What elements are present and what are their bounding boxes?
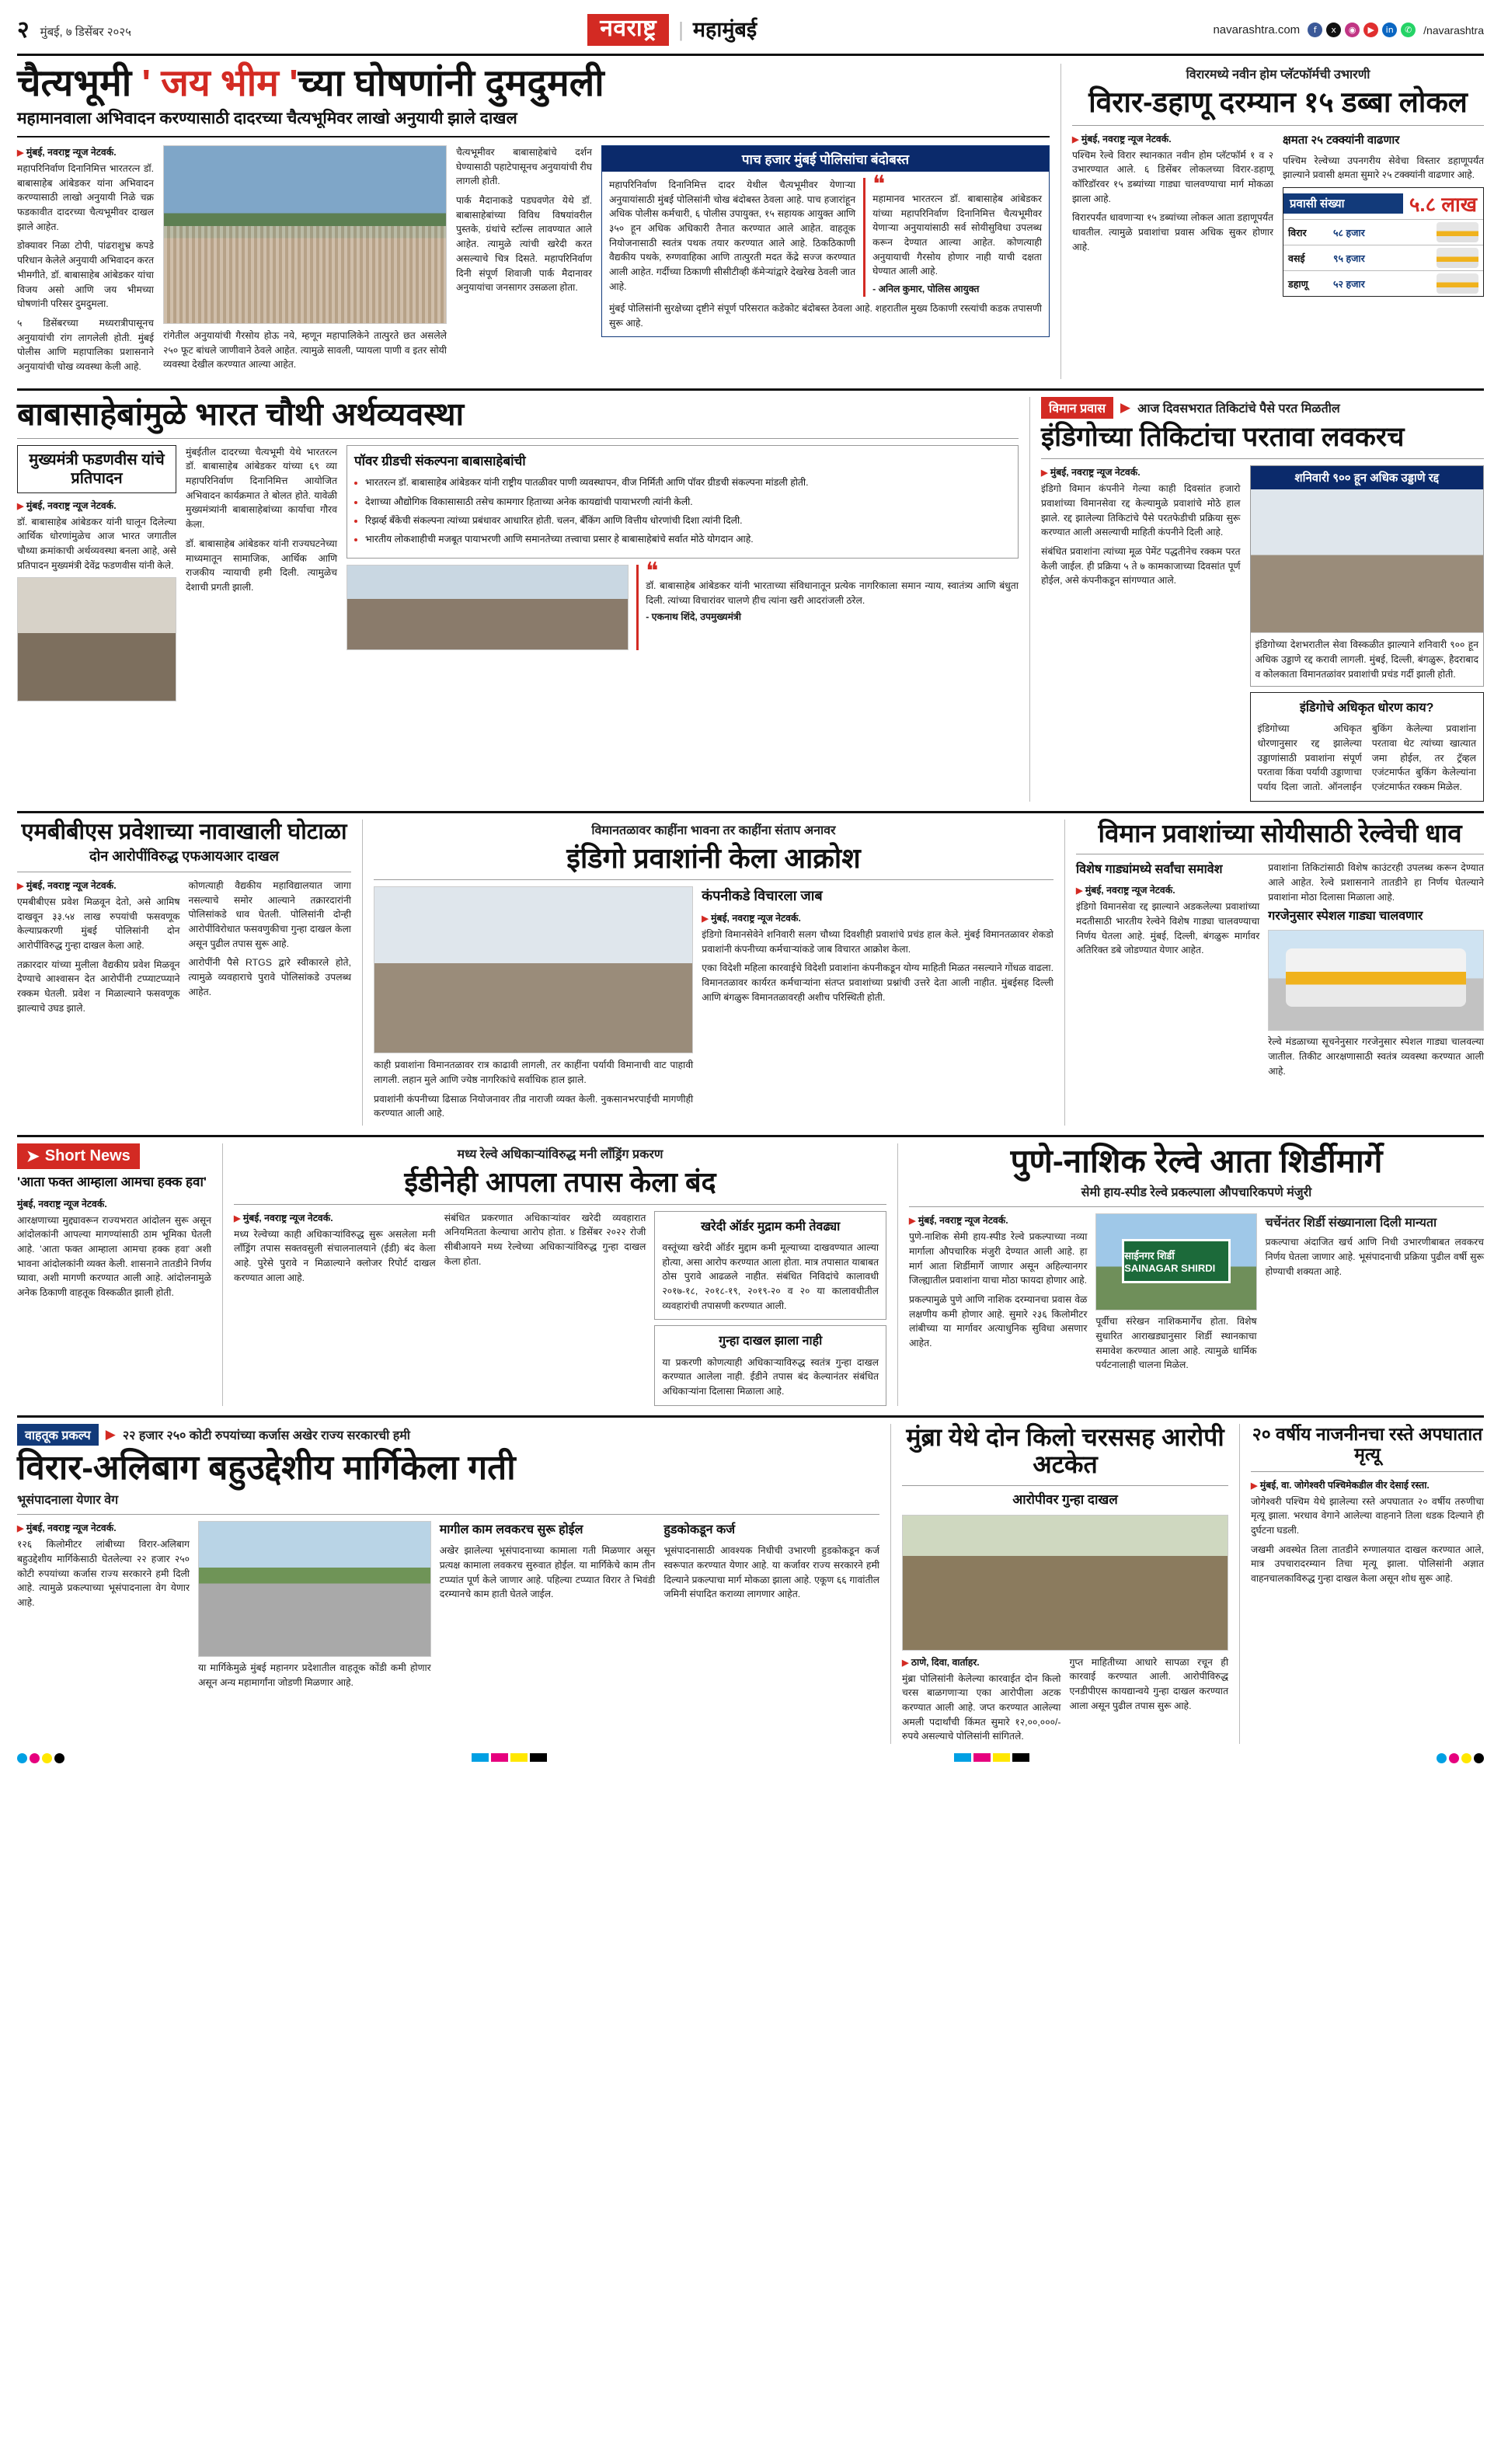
protest-para-1: इंडिगो विमानसेवेने शनिवारी सलग चौथ्या दिवशीही प्रवाशांचे प्रचंड हाल केले. मुंबई विमानतळावर शेकडो प्रवाशांनी कंपनीच्या कर्मचाऱ्यांकडे जाब विचारत आक्रोश केला. <box>702 929 1053 955</box>
transport-project-tag: वाहतूक प्रकल्प <box>17 1424 99 1446</box>
train-icon <box>1437 273 1478 294</box>
mbbs-para-4: आरोपींनी पैसे RTGS द्वारे स्वीकारले होते, त्यामुळे व्यवहाराचे पुरावे पोलिसांकडे उपलब्ध आहेत. <box>188 957 351 997</box>
powergrid-bullets <box>354 475 1011 547</box>
accident-story <box>1251 1424 1484 1744</box>
railway-headline: विमान प्रवाशांच्या सोयीसाठी रेल्वेची धाव <box>1098 818 1462 847</box>
police-quote <box>863 171 1042 297</box>
indigo-counter-crowd-photo <box>374 886 693 1053</box>
ed-kicker: मध्य रेल्वे अधिकाऱ्यांविरुद्ध मनी लाँड्रिंग प्रकरण <box>457 1148 663 1162</box>
second-section <box>17 397 1484 802</box>
chaityabhoomi-crowd-photo <box>163 145 447 324</box>
economy-quote-text: डॉ. बाबासाहेब आंबेडकर यांनी भारताच्या संविधानातून प्रत्येक नागरिकाला समान न्याय, स्वातंत्र्य आणि बंधुता दिली. त्यांच्या विचारांवर चालणे हीच त्यांना खरी आदरांजली ठरेल. <box>646 579 1019 606</box>
twitter-icon[interactable]: x <box>1326 23 1341 37</box>
virar-alibag-kicker: २२ हजार २५० कोटी रुपयांच्या कर्जास अखेर राज्य सरकारची हमी <box>122 1429 410 1443</box>
virar-subhead: क्षमता २५ टक्क्यांनी वाढणार <box>1283 133 1400 147</box>
ed-headline: ईडीनेही आपला तपास केला बंद <box>404 1166 716 1199</box>
economy-box <box>347 445 1019 702</box>
stat-value: ९५ हजार <box>1333 252 1365 264</box>
bullet-1: • भारतरत्न डॉ. बाबासाहेब आंबेडकर यांनी राष्ट्रीय पातळीवर पाणी व्यवस्थापन, वीज निर्मिती आणि पॉवर ग्रीडची संकल्पना मांडली होती. <box>365 475 1011 489</box>
protest-subhead: कंपनीकडे विचारला जाब <box>702 888 823 904</box>
railway-subhead: विशेष गाड्यांमध्ये सर्वांचा समावेश <box>1076 863 1223 877</box>
indigo-refund-col-2 <box>1250 465 1485 802</box>
mbbs-para-1: एमबीबीएस प्रवेश मिळवून देतो, असे आमिष दाखवून ३३.५४ लाख रुपयांची फसवणूक केल्याप्रकरणी मुंबई पोलिसांनी दोन आरोपींविरुद्ध गुन्हा दाखल केला आहे. <box>17 896 180 951</box>
stat-label: वसई <box>1288 252 1305 264</box>
station-sign-text: साईनगर शिर्डी SAINAGAR SHIRDI <box>1122 1239 1231 1283</box>
indigo-refund-para-1: इंडिगो विमान कंपनीने गेल्या काही दिवसांत हजारो प्रवाशांच्या विमानसेवा रद्द केल्यामुळे प्रवाशांचे मोठे हाल झाले. रद्द झालेल्या तिकिटांचे पैसे परतफेडीची प्रक्रिया सुरू करण्यात आली असल्याची माहिती कंपनीने दिली आहे. <box>1041 483 1241 538</box>
stat-label: डहाणू <box>1288 278 1308 290</box>
lead-headline: चैत्यभूमी ' जय भीम 'च्या घोषणांनी दुमदुमली <box>17 63 604 104</box>
youtube-icon[interactable]: ▶ <box>1363 23 1378 37</box>
lead-para-3: ५ डिसेंबरच्या मध्यरात्रीपासूनच अनुयायांची रांग लागलेली होती. मुंबई पोलीस आणि महापालिका प्रशासनाने अनुयायांची चोख व्यवस्था केली आहे. <box>17 317 154 372</box>
indigo-refund-para-2: संबंधित प्रवाशांना त्यांच्या मूळ पेमेंट पद्धतीनेच रक्कम परत केली जाईल. ही प्रक्रिया ५ ते ७ कामकाजाच्या दिवसांत पूर्ण होईल, असे कंपनीकडून सांगण्यात आले. <box>1041 545 1241 586</box>
whatsapp-icon[interactable]: ✆ <box>1401 23 1416 37</box>
lead-col-1 <box>17 145 154 379</box>
economy-headline: बाबासाहेबांमुळे भारत चौथी अर्थव्यवस्था <box>17 395 465 432</box>
reg-marks-right <box>1437 1753 1484 1763</box>
pune-nashik-para-4: प्रकल्पाचा अंदाजित खर्च आणि निधी उभारणीबाबत लवकरच निर्णय घेतला जाणार आहे. भूसंपादनाची प्रक्रिया पुढील वर्षी सुरू होण्याची शक्यता आहे. <box>1265 1237 1484 1277</box>
short-news-block <box>17 1143 211 1405</box>
protest-photo-block <box>374 886 693 1126</box>
mbbs-headline: एमबीबीएस प्रवेशाच्या नावाखाली घोटाळा <box>21 819 347 844</box>
railway-para-2: प्रवाशांना तिकिटांसाठी विशेष काउंटरही उपलब्ध करून देण्यात आले आहेत. रेल्वे प्रशासनाने तातडीने हा निर्णय घेतल्याने प्रवाशांना मोठा दिलासा मिळाला आहे. <box>1268 862 1484 903</box>
lead-para-5: चैत्यभूमीवर बाबासाहेबांचे दर्शन घेण्यासाठी पहाटेपासूनच अनुयायांची रीघ लागली होती. <box>456 147 592 187</box>
local-train-photo <box>1268 930 1484 1031</box>
virar-alibag-byline: ▶ मुंबई, नवराष्ट्र न्यूज नेटवर्क. <box>17 1523 117 1534</box>
quote-mark-icon: ❝ <box>646 557 659 585</box>
lead-photo-block <box>163 145 447 379</box>
railway-para-1: इंडिगो विमानसेवा रद्द झाल्याने अडकलेल्या प्रवाशांच्या मदतीसाठी भारतीय रेल्वेने विशेष गाड्या चालवण्याचा निर्णय घेतला आहे. मुंबई, दिल्ली, बंगळुरू मार्गावर अतिरिक्त डबे जोडण्यात येणार आहेत. <box>1076 901 1260 956</box>
accident-para-1: जोगेश्वरी पश्चिम येथे झालेल्या रस्ते अपघातात २० वर्षीय तरुणीचा मृत्यू झाला. भरधाव वेगाने आलेल्या वाहनाने तिला धडक दिल्याने ही दुर्घटना घडली. <box>1251 1495 1484 1536</box>
brand-logo: नवराष्ट्र <box>587 14 669 46</box>
protest-headline: इंडिगो प्रवाशांनी केला आक्रोश <box>566 841 861 874</box>
reg-marks-left <box>17 1753 64 1763</box>
airport-counter-photo <box>1251 489 1484 633</box>
economy-para-3: डॉ. बाबासाहेब आंबेडकर यांनी राज्यघटनेच्या माध्यमातून सामाजिक, आर्थिक आणि राजकीय न्यायाची हमी दिली. त्यामुळेच देशाची प्रगती झाली. <box>186 538 337 593</box>
fourth-section <box>17 1143 1484 1405</box>
stat-row-vasai <box>1283 245 1483 270</box>
indigo-policy-body: इंडिगोच्या अधिकृत धोरणानुसार रद्द झालेल्या उड्डाणांसाठी प्रवाशांना संपूर्ण परतावा किंवा पर्यायी उड्डाणाचा पर्याय दिला जातो. ऑनलाईन बुकिंग केलेल्या प्रवाशांना परतावा थेट त्यांच्या खात्यात जमा होईल, तर ट्रॅव्हल एजंटमार्फत बुकिंग केलेल्यांना एजंटमार्फत रक्कम मिळेल. <box>1257 723 1476 793</box>
ed-box2-head: गुन्हा दाखल झाला नाही <box>719 1335 823 1349</box>
ed-box1-head: खरेदी ऑर्डर मुद्राम कमी तेवढ्या <box>701 1220 841 1234</box>
virar-headline: विरार-डहाणू दरम्यान १५ डब्बा लोकल <box>1088 86 1468 118</box>
expressway-photo <box>198 1521 431 1657</box>
virar-para-2: विरारपर्यंत धावणाऱ्या १५ डब्यांच्या लोकल आता डहाणूपर्यंत धावतील. त्यामुळे प्रवाशांचा प्रवास अधिक सुकर होणार आहे. <box>1072 212 1273 252</box>
color-registration-bar <box>17 1753 1484 1763</box>
sainagar-shirdi-station-photo <box>1095 1213 1256 1310</box>
ed-box1-body: वस्तूंच्या खरेदी ऑर्डर मुद्दाम कमी मूल्याच्या दाखवण्यात आल्या होत्या, असा आरोप करण्यात आला होता. मात्र तपासात याबाबत ठोस पुरावे आढळले नाहीत. संबंधित निविदांचे कालावधी २०१७-१८, २०१८-१९, २०१९-२० व २० या कालावधीतील व्यवहारांची तपासणी करण्यात आली. <box>662 1241 879 1311</box>
virar-kicker: विरारमध्ये नवीन होम प्लॅटफॉर्मची उभारणी <box>1186 68 1370 82</box>
stats-total: ५.८ लाख <box>1409 193 1477 217</box>
virar-alibag-box2-head: हुडकोकडून कर्ज <box>663 1523 736 1537</box>
pune-nashik-para-2: प्रकल्पामुळे पुणे आणि नाशिक दरम्यानचा प्रवास वेळ लक्षणीय कमी होणार आहे. सुमारे २३६ किलोमीटर लांबीच्या या मार्गावर अत्याधुनिक सुविधा असणार आहेत. <box>909 1294 1088 1349</box>
economy-quote-attrib: - एकनाथ शिंदे, उपमुख्यमंत्री <box>646 611 741 623</box>
indigo-kicker: आज दिवसभरात तिकिटांचे पैसे परत मिळतील <box>1137 402 1340 416</box>
virar-alibag-box1-body: अखेर झालेल्या भूसंपादनाच्या कामाला गती मिळणार असून प्रत्यक्ष कामाला लवकरच सुरुवात होईल. या मार्गिकेचे काम तीन टप्प्यांत पूर्ण केले जाणार आहे. पहिल्या टप्प्यात विरार ते भिवंडी दरम्यानचे काम हाती घेतले जाईल. <box>439 1545 656 1600</box>
ed-story <box>234 1143 886 1405</box>
masthead-right <box>1213 23 1484 37</box>
virar-alibag-box1-head: मागील काम लवकरच सुरू होईल <box>439 1523 583 1537</box>
police-sidebar-title: पाच हजार मुंबई पोलिसांचा बंदोबस्त <box>602 146 1049 172</box>
stats-title: प्रवासी संख्या <box>1283 193 1403 214</box>
police-quote-attrib: - अनिल कुमार, पोलिस आयुक्त <box>872 284 980 295</box>
economy-story <box>17 397 1019 802</box>
top-section <box>17 64 1484 379</box>
virar-col-1 <box>1072 132 1273 297</box>
indigo-policy-head: इंडिगोचे अधिकृत धोरण काय? <box>1300 701 1434 715</box>
stat-label: विरार <box>1288 227 1307 238</box>
mumbra-headline: मुंब्रा येथे दोन किलो चरससह आरोपी अटकेत <box>906 1422 1224 1479</box>
lead-para-1: महापरिनिर्वाण दिनानिमित्त भारतरत्न डॉ. बाबासाहेब आंबेडकर यांना अभिवादन करण्यासाठी लाखो अनुयायी निळे चक्र फडकावीत दादरच्या चैत्यभूमीवर दाखल झाले आहेत. <box>17 163 154 232</box>
railway-para-3: रेल्वे मंडळाच्या सूचनेनुसार गरजेनुसार स्पेशल गाड्या चालवल्या जातील. तिकीट आरक्षणासाठी स्वतंत्र व्यवस्था करण्यात आली आहे. <box>1268 1036 1484 1077</box>
page-number: २ <box>17 16 30 43</box>
reg-marks-mid2 <box>954 1753 1029 1763</box>
protest-col-2 <box>702 886 1053 1126</box>
police-sidebar-body: महापरिनिर्वाण दिनानिमित्त दादर येथील चैत्यभूमीवर येणाऱ्या अनुयायांसाठी मुंबई पोलिसांनी चोख बंदोबस्त ठेवला आहे. पाच हजारांहून अधिक पोलीस कर्मचारी, ६ पोलीस उपायुक्त, १५ सहायक आयुक्त आणि ३५० हून अधिक अधिकारी तैनात करण्यात आले आहेत. वाहतूक नियोजनासाठी स्वतंत्र पथक तयार करण्यात आले आहे. ठिकठिकाणी वैद्यकीय पथके, रुग्णवाहिका आणि तात्पुरती मदत केंद्रे सज्ज करण्यात आली आहेत. गर्दीच्या ठिकाणी सीसीटीव्ही कॅमेऱ्यांद्वारे देखरेख ठेवली जात आहे. <box>609 179 856 292</box>
bullet-3: • रिझर्व्ह बँकेची संकल्पना त्यांच्या प्रबंधावर आधारित होती. चलन, बँकिंग आणि वित्तीय धोरणांची दिशा त्यांनी दिली. <box>365 513 1011 527</box>
reg-marks-mid1 <box>472 1753 547 1763</box>
third-section <box>17 820 1484 1126</box>
aviation-tag: विमान प्रवास <box>1041 397 1113 419</box>
virar-col-2 <box>1283 132 1484 297</box>
ed-byline: ▶ मुंबई, नवराष्ट्र न्यूज नेटवर्क. <box>234 1212 333 1223</box>
economy-byline: ▶ मुंबई, नवराष्ट्र न्यूज नेटवर्क. <box>17 499 117 511</box>
seized-goods-photo <box>902 1515 1228 1651</box>
indigo-photo-caption: शनिवारी ९०० हून अधिक उड्डाणे रद्द <box>1251 466 1484 489</box>
bullet-4: • भारतीय लोकशाहीची मजबूत पायाभरणी आणि समानतेच्या तत्त्वाचा प्रसार हे बाबासाहेबांचे सर्वात मोठे योगदान आहे. <box>365 532 1011 546</box>
virar-dahanu-story <box>1072 64 1484 379</box>
police-quote-text: महामानव भारतरत्न डॉ. बाबासाहेब आंबेडकर यांच्या महापरिनिर्वाण दिनानिमित्त चैत्यभूमीवर येणाऱ्या अनुयायांसाठी सर्व सोयीसुविधा उपलब्ध करून देण्यात आल्या आहेत. कोणत्याही अनुयायाची गैरसोय होणार नाही याची दक्षता घेण्यात आली आहे. <box>872 193 1042 277</box>
virar-alibag-box2-body: भूसंपादनासाठी आवश्यक निधीची उभारणी हुडकोकडून कर्ज स्वरूपात करण्यात येणार आहे. या कर्जावर राज्य सरकारने हमी दिल्याने प्रकल्पाचा मार्ग मोकळा झाला आहे. एकूण ६६ गावांतील जमिनी संपादित कराव्या लागणार आहेत. <box>663 1545 879 1600</box>
economy-para-2: मुंबईतील दादरच्या चैत्यभूमी येथे भारतरत्न डॉ. बाबासाहेब आंबेडकर यांच्या ६९ व्या महापरिनिर्वाण दिनानिमित्त आयोजित अभिवादन कार्यक्रमात ते बोलत होते. यावेळी मुख्यमंत्र्यांनी बाबासाहेबांच्या कार्याचा गौरव केला. <box>186 446 337 531</box>
virar-byline: ▶ मुंबई, नवराष्ट्र न्यूज नेटवर्क. <box>1072 133 1172 144</box>
indigo-refund-byline: ▶ मुंबई, नवराष्ट्र न्यूज नेटवर्क. <box>1041 467 1141 479</box>
mumbra-para-2: गुप्त माहितीच्या आधारे सापळा रचून ही कारवाई करण्यात आली. आरोपीविरुद्ध एनडीपीएस कायद्यान्वये गुन्हा दाखल करण्यात आला असून पुढील तपास सुरू आहे. <box>1069 1656 1228 1711</box>
mumbra-byline: ▶ ठाणे, दिवा, वार्ताहर. <box>902 1656 980 1668</box>
lead-para-6: पार्क मैदानाकडे पडघवणेत येथे डॉ. बाबासाहेबांच्या विविध विषयांवरील पुस्तके, ग्रंथांचे स्टॉल्स लावण्यात आले आहेत. त्यामुळे त्यांची खरेदी करत असल्याचे चित्र दिसते. महापरिनिर्वाण दिनी संपूर्ण शिवाजी पार्क मैदानावर अनुयायांचा जनसागर उसळला होता. <box>456 195 592 294</box>
virar-alibag-para-2: या मार्गिकेमुळे मुंबई महानगर प्रदेशातील वाहतूक कोंडी कमी होणार असून अन्य महामार्गांना जोडणी मिळणार आहे. <box>198 1662 431 1688</box>
accident-para-2: जखमी अवस्थेत तिला तातडीने रुग्णालयात दाखल करण्यात आले, मात्र उपचारादरम्यान तिचा मृत्यू झाला. पोलिसांनी अज्ञात वाहनचालकाविरुद्ध गुन्हा दाखल केला असून शोध सुरू आहे. <box>1251 1543 1484 1584</box>
bullet-2: • देशाच्या औद्योगिक विकासासाठी तसेच कामगार हिताच्या अनेक कायद्यांची पायाभरणी त्यांनी केली. <box>365 495 1011 509</box>
masthead-brand: नवराष्ट्र | महामुंबई <box>587 14 757 46</box>
lead-byline: ▶ मुंबई, नवराष्ट्र न्यूज नेटवर्क. <box>17 147 117 158</box>
cm-fadnavis-photo <box>17 577 176 701</box>
mumbra-subhead: आरोपीवर गुन्हा दाखल <box>1012 1492 1118 1508</box>
lead-para-4: रांगेतील अनुयायांची गैरसोय होऊ नये, म्हणून महापालिकेने तात्पुरते छत असलेले २५० फूट बांधले जाणीवाने ठेवले आहेत. त्यामुळे सावली, प्यायला पाणी व इतर सोयी व्यवस्था देखील करण्यात आल्या आहेत. <box>163 330 447 371</box>
linkedin-icon[interactable]: in <box>1382 23 1397 37</box>
protest-para-2: काही प्रवाशांना विमानतळावर रात्र काढावी लागली, तर काहींना पर्यायी विमानाची वाट पाहावी लागली. लहान मुले आणि ज्येष्ठ नागरिकांचे सर्वाधिक हाल झाले. <box>374 1060 694 1086</box>
indigo-refund-col-1 <box>1041 465 1241 802</box>
facebook-icon[interactable]: f <box>1308 23 1322 37</box>
mbbs-para-2: तक्रारदार यांच्या मुलीला वैद्यकीय प्रवेश मिळवून देण्याचे आश्वासन देत आरोपींनी टप्प्याटप्प्याने रक्कम घेतली. प्रवेश न मिळाल्याने फसवणूक झाल्याचे उघड झाले. <box>17 959 180 1014</box>
social-handle: /navarashtra <box>1423 23 1484 37</box>
mbbs-story <box>17 820 351 1126</box>
pune-nashik-story <box>909 1143 1484 1405</box>
lead-story <box>17 64 1050 379</box>
brand-edition: महामुंबई <box>692 18 757 41</box>
accident-byline: ▶ मुंबई, वा. जोगेश्वरी पश्चिमेकडील वीर देसाई रस्ता. <box>1251 1479 1430 1491</box>
indigo-protest-story <box>374 820 1053 1126</box>
lead-para-7: मुंबई पोलिसांनी सुरक्षेच्या दृष्टीने संपूर्ण परिसरात कडेकोट बंदोबस्त ठेवला आहे. शहरातील मुख्य ठिकाणी रस्त्यांची कडक तपासणी सुरू आहे. <box>609 302 1042 329</box>
economy-para-1: डॉ. बाबासाहेब आंबेडकर यांनी घालून दिलेल्या आर्थिक धोरणांमुळेच आज भारत जगातील चौथ्या क्रमांकाची अर्थव्यवस्था बनला आहे, असे प्रतिपादन मुख्यमंत्री देवेंद्र फडणवीस यांनी केले. <box>17 516 176 571</box>
social-icons <box>1308 23 1416 37</box>
economy-subhead: मुख्यमंत्री फडणवीस यांचे प्रतिपादन <box>29 451 165 487</box>
powergrid-box-head: पॉवर ग्रीडची संकल्पना बाबासाहेबांची <box>354 453 526 468</box>
economy-quote <box>636 557 1019 650</box>
virar-para-3: पश्चिम रेल्वेच्या उपनगरीय सेवेचा विस्तार डहाणूपर्यंत झाल्याने प्रवासी क्षमता सुमारे २५ टक्क्यांनी वाढणार आहे. <box>1283 155 1484 181</box>
pune-nashik-subhead-2: चर्चेनंतर शिर्डी संख्यानाला दिली मान्यता <box>1265 1216 1437 1230</box>
short-news-byline: मुंबई, नवराष्ट्र न्यूज नेटवर्क. <box>17 1198 107 1209</box>
railway-help-story <box>1076 820 1484 1126</box>
mbbs-subhead: दोन आरोपींविरुद्ध एफआयआर दाखल <box>89 848 279 865</box>
pune-nashik-headline: पुणे-नाशिक रेल्वे आता शिर्डीमार्गे <box>1010 1143 1383 1180</box>
stat-value: ५८ हजार <box>1333 227 1365 238</box>
ed-para-1: मध्य रेल्वेच्या काही अधिकाऱ्यांविरुद्ध सुरू असलेला मनी लाँड्रिंग तपास सक्तवसुली संचालनालयाने (ईडी) बंद केला आहे. पुरेसे पुरावे न मिळाल्याने क्लोजर रिपोर्ट दाखल करण्यात आला आहे. <box>234 1228 436 1283</box>
lead-deck: महामानवाला अभिवादन करण्यासाठी दादरच्या चैत्यभूमिवर लाखो अनुयायी झाले दाखल <box>17 109 517 127</box>
bottom-section <box>17 1424 1484 1744</box>
indigo-refund-headline: इंडिगोच्या तिकिटांचा परतावा लवकरच <box>1041 421 1405 452</box>
pune-nashik-para-1: पुणे-नाशिक सेमी हाय-स्पीड रेल्वे प्रकल्पाच्या नव्या मार्गाला औपचारिक मंजुरी देण्यात आली आहे. हा मार्ग आता शिर्डीमार्गे जाणार असून अहिल्यानगर जिल्ह्यातील प्रवाशांना याचा मोठा फायदा होणार आहे. <box>909 1231 1088 1286</box>
police-sidebar <box>601 145 1050 379</box>
ed-para-2: संबंधित प्रकरणात अधिकाऱ्यांवर खरेदी व्यवहारात अनियमितता केल्याचा आरोप होता. ४ डिसेंबर २०२२ रोजी सीबीआयने मध्य रेल्वेच्या अधिकाऱ्यांविरुद्ध गुन्हा दाखल केला होता. <box>444 1212 646 1267</box>
masthead <box>17 14 1484 56</box>
train-icon <box>1437 248 1478 268</box>
protest-para-3: प्रवाशांनी कंपनीच्या ढिसाळ नियोजनावर तीव्र नाराजी व्यक्त केली. नुकसानभरपाईची मागणीही करण्यात आली आहे. <box>374 1093 694 1119</box>
lead-para-2: डोक्यावर निळा टोपी, पांढराशुभ्र कपडे परिधान केलेले अनुयायी अभिवादन करत भीमगीते, डॉ. बाबासाहेब आंबेडकर यांचा विजय असो आणि जय भीमच्या घोषणांनी परिसर दुमदुमला. <box>17 240 154 310</box>
mumbra-para-1: मुंब्रा पोलिसांनी केलेल्या कारवाईत दोन किलो चरस बाळगणाऱ्या एका आरोपीला अटक करण्यात आली आहे. जप्त करण्यात आलेल्या अमली पदार्थांची किंमत सुमारे १२,००,०००/- रुपये असल्याचे पोलिसांनी सांगितले. <box>902 1672 1061 1742</box>
virar-para-1: पश्चिम रेल्वे विरार स्थानकात नवीन होम प्लॅटफॉर्म १ व २ उभारण्यात आले. ६ डिसेंबर लोकलच्या विरार-डहाणू कॉरिडॉरवर १५ डब्यांच्या गाड्या चालवण्याचा मार्ग मोकळा झाला आहे. <box>1072 149 1273 204</box>
masthead-left <box>17 16 131 43</box>
railway-byline: ▶ मुंबई, नवराष्ट्र न्यूज नेटवर्क. <box>1076 885 1175 896</box>
stat-row-dahanu <box>1283 270 1483 296</box>
passenger-stats-box <box>1283 187 1484 297</box>
arrow-icon: ➤ <box>26 1148 40 1166</box>
indigo-photo-body: इंडिगोच्या देशभरातील सेवा विस्कळीत झाल्याने शनिवारी ९०० हून अधिक उड्डाणे रद्द करावी लागली. मुंबई, दिल्ली, बंगळुरू, हैदराबाद व कोलकाता विमानतळांवर प्रवाशांची प्रचंड गर्दी झाली होती. <box>1255 639 1478 680</box>
virar-alibag-subhead: भूसंपादनाला येणार वेग <box>17 1494 119 1508</box>
pune-nashik-para-3: पूर्वीचा संरेखन नाशिकमार्गेच होता. विशेष सुधारित आराखड्यानुसार शिर्डी स्थानकाचा समावेश करण्यात आला आहे. त्यामुळे धार्मिक पर्यटनालाही चालना मिळेल. <box>1095 1316 1257 1371</box>
shinde-photo <box>347 565 629 650</box>
issue-date: मुंबई, ७ डिसेंबर २०२५ <box>40 25 131 39</box>
protest-byline: ▶ मुंबई, नवराष्ट्र न्यूज नेटवर्क. <box>702 913 801 924</box>
virar-alibag-story: वाहतूक प्रकल्प ▶ २२ हजार २५० कोटी रुपयांच्या कर्जास अखेर राज्य सरकारची हमी विरार-अलिबाग बहुउद्देशीय मार्गिकेला गती भूसंपादनाला येणार वेग ▶ मुंबई, नवराष्ट्र न्यूज नेटवर्क. १२६ किलोमीटर लांबीच्या विरार-अलिबाग बहुउद्देशीय मार्गिकेसाठी घेतलेल्या २२ हजार २५० कोटी रुपयांच्या कर्जास राज्य सरकारने हमी दिली आहे. त्यामुळे प्रकल्पाच्या भूसंपादनाला वेग येणार आहे. या मार्गिकेमुळे मुंबई महानगर प्रदेशातील वाहतूक कोंडी कमी होणार असून अन्य महामार्गांना जोडणी मिळणार आहे. मागील काम लवकरच सुरू होईल अखेर झालेल्या भूसंपादनाच्या कामाला गती मिळणार असून प्रत्यक्ष कामाला लवकरच सुरुवात होईल. या मार्गिकेचे काम तीन टप्प्यांत पूर्ण केले जाणार आहे. पहिल्या टप्प्यात विरार ते भिवंडी दरम्यानचे काम हाती घेतले जाईल. हुडकोकडून कर्ज भूसंपादनासाठी आवश्यक निधीची उभारणी हुडकोकडून कर्ज स्वरूपात करण्यात येणार आहे. या कर्जावर राज्य सरकारने हमी दिल्याने प्रकल्पाचा मार्ग मोकळा झाला आहे. एकूण ६६ गावांतील जमिनी संपादित कराव्या लागणार आहेत. <box>17 1424 879 1744</box>
accident-headline: २० वर्षीय नाजनीनचा रस्ते अपघातात मृत्यू <box>1252 1423 1483 1465</box>
virar-alibag-headline: विरार-अलिबाग बहुउद्देशीय मार्गिकेला गती <box>17 1448 516 1487</box>
indigo-refund-story: विमान प्रवास ▶ आज दिवसभरात तिकिटांचे पैसे परत मिळतील इंडिगोच्या तिकिटांचा परतावा लवकरच ▶ मुंबई, नवराष्ट्र न्यूज नेटवर्क. इंडिगो विमान कंपनीने गेल्या काही दिवसांत हजारो प्रवाशांच्या विमानसेवा रद्द केल्यामुळे प्रवाशांचे मोठे हाल झाले. रद्द झालेल्या तिकिटांचे पैसे परतफेडीची प्रक्रिया सुरू करण्यात आली असल्याची माहिती कंपनीने दिली आहे. संबंधित प्रवाशांना त्यांच्या मूळ पेमेंट पद्धतीनेच रक्कम परत केली जाईल. ही प्रक्रिया ५ ते ७ कामकाजाच्या दिवसांत पूर्ण होईल, असे कंपनीकडून सांगण्यात आले. शनिवारी ९०० हून अधिक उड्डाणे रद्द इंडिगोच्या देशभरातील सेवा विस्कळीत झाल्याने शनिवारी ९०० हून अधिक उड्डाणे रद्द करावी लागली. मुंबई, दिल्ली, बंगळुरू, हैदराबाद व कोलकाता विमानतळांवर प्रवाशांची प्रचंड गर्दी झाली होती. इंडिगोचे अधिकृत धोरण काय? इंडिगोच्या अधिकृत धोरणानुसार रद्द झालेल्या उड्डाणांसाठी प्रवाशांना संपूर्ण परतावा किंवा पर्यायी उड्डाणाचा पर्याय दिला जातो. ऑनलाईन बुकिंग केलेल्या प्रवाशांना परतावा थेट त्यांच्या खात्यात जमा होईल, तर ट्रॅव्हल एजंटमार्फत बुकिंग केलेल्यांना एजंटमार्फत रक्कम मिळेल. <box>1041 397 1484 802</box>
short-news-body: आरक्षणाच्या मुद्द्यावरून राज्यभरात आंदोलन सुरू असून आंदोलकांनी आपल्या मागण्यांसाठी ठाम भूमिका घेतली आहे. 'आता फक्त आम्हाला आमचा हक्क हवा' अशी भावना आंदोलकांनी व्यक्त केली. शासनाने तातडीने निर्णय घ्यावा, अशी मागणी करण्यात आली आहे. आंदोलनामुळे अनेक ठिकाणी वाहतूक विस्कळीत झाली होती. <box>17 1214 211 1298</box>
instagram-icon[interactable]: ◉ <box>1345 23 1360 37</box>
short-news-tag: ➤ Short News <box>17 1143 140 1169</box>
mbbs-byline: ▶ मुंबई, नवराष्ट्र न्यूज नेटवर्क. <box>17 879 117 891</box>
stat-row-virar <box>1283 219 1483 245</box>
pune-nashik-byline: ▶ मुंबई, नवराष्ट्र न्यूज नेटवर्क. <box>909 1215 1008 1227</box>
mumbra-story <box>902 1424 1228 1744</box>
website-url[interactable]: navarashtra.com <box>1213 23 1301 37</box>
short-news-headline: 'आता फक्त आम्हाला आमचा हक्क हवा' <box>17 1175 207 1190</box>
protest-kicker: विमानतळावर काहींना भावना तर काहींना संताप अनावर <box>591 823 836 837</box>
lead-col-3 <box>456 145 592 379</box>
economy-col-1 <box>17 445 176 702</box>
stat-value: ५२ हजार <box>1333 278 1365 290</box>
train-icon <box>1437 222 1478 242</box>
pune-nashik-subhead: सेमी हाय-स्पीड रेल्वे प्रकल्पाला औपचारिकपणे मंजुरी <box>1081 1186 1312 1200</box>
mbbs-para-3: कोणत्याही वैद्यकीय महाविद्यालयात जागा नसल्याचे समोर आल्याने तक्रारदारांनी पोलिसांकडे धाव घेतली. पोलिसांनी दोन्ही आरोपींविरोधात फसवणुकीचा गुन्हा दाखल केला असून पुढील तपास सुरू आहे. <box>188 879 351 949</box>
virar-alibag-para-1: १२६ किलोमीटर लांबीच्या विरार-अलिबाग बहुउद्देशीय मार्गिकेसाठी घेतलेल्या २२ हजार २५० कोटी रुपयांच्या कर्जास राज्य सरकारने हमी दिली आहे. त्यामुळे प्रकल्पाच्या भूसंपादनाला वेग येणार आहे. <box>17 1539 190 1608</box>
protest-story2: एका विदेशी महिला कारवाईचे विदेशी प्रवाशांना कंपनीकडून योग्य माहिती मिळत नसल्याने गोंधळ वाढला. विमानतळावर कार्यरत कर्मचाऱ्यांना संतप्त प्रवाशांच्या प्रश्नांची उत्तरे देता आली नाहीत. मुंबईसह दिल्ली आणि बंगळुरू विमानतळावरही अशीच परिस्थिती होती. <box>702 962 1053 1003</box>
ed-box2-body: या प्रकरणी कोणत्याही अधिकाऱ्याविरुद्ध स्वतंत्र गुन्हा दाखल करण्यात आलेला नाही. ईडीने तपास बंद केल्यानंतर संबंधित अधिकाऱ्यांना दिलासा मिळाला आहे. <box>662 1356 879 1397</box>
railway-subhead-2: गरजेनुसार स्पेशल गाड्या चालवणार <box>1268 910 1423 924</box>
economy-col-2 <box>186 445 337 702</box>
quote-mark-icon: ❝ <box>872 171 886 199</box>
